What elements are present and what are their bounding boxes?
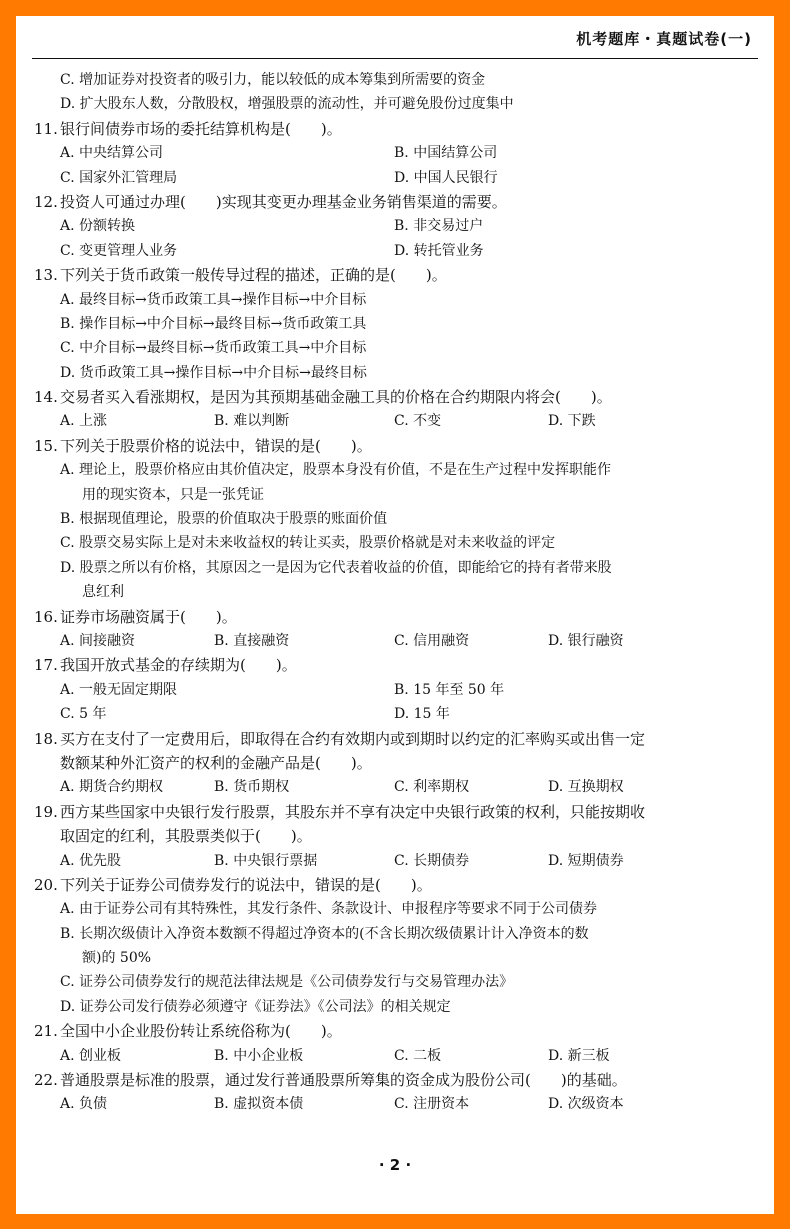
question-stem: [34, 653, 760, 677]
answer-option: A. 由于证券公司有其特殊性，其发行条件、条款设计、申报程序等要求不同于公司债券: [60, 901, 598, 918]
question-text: 数额某种外汇资产的权利的金融产品是( )。: [60, 753, 372, 772]
page-header-title: 机考题库・真题试卷(一): [576, 30, 752, 48]
answer-option-continuation: 息红利: [82, 584, 124, 601]
answer-option: A. 期货合约期权: [60, 779, 164, 796]
question-stem: [34, 434, 760, 458]
answer-option: B. 操作目标→中介目标→最终目标→货币政策工具: [60, 315, 367, 332]
answer-option: B. 长期次级债计入净资本数额不得超过净资本的(不含长期次级债累计计入净资本的数: [60, 925, 589, 942]
answer-option: D. 中国人民银行: [394, 169, 498, 186]
answer-option-continuation: 用的现实资本，只是一张凭证: [82, 486, 264, 503]
answer-option: B. 中国结算公司: [394, 145, 498, 162]
question-number: 21.: [34, 1022, 58, 1041]
option-row: [34, 1044, 760, 1068]
answer-option: B. 中央银行票据: [214, 852, 318, 869]
answer-option: A. 创业板: [60, 1047, 122, 1064]
answer-option: B. 15 年至 50 年: [394, 681, 505, 698]
answer-option: A. 上涨: [60, 413, 108, 430]
answer-option: D. 证券公司发行债券必须遵守《证券法》《公司法》的相关规定: [60, 998, 451, 1015]
answer-option-continuation: 额)的 50%: [82, 950, 152, 967]
answer-option: D. 15 年: [394, 706, 450, 723]
answer-option: C. 利率期权: [394, 779, 470, 796]
option-row: [34, 849, 760, 873]
answer-option: A. 最终目标→货币政策工具→操作目标→中介目标: [60, 291, 367, 308]
question-stem: [34, 751, 760, 775]
question-stem: [34, 824, 760, 848]
answer-option: B. 虚拟资本债: [214, 1096, 304, 1113]
question-text: 投资人可通过办理( )实现其变更办理基金业务销售渠道的需要。: [60, 192, 507, 211]
question-stem: [34, 800, 760, 824]
question-number: 19.: [34, 802, 58, 821]
question-stem: [34, 117, 760, 141]
answer-option: D. 短期债券: [548, 852, 624, 869]
answer-option: B. 直接融资: [214, 632, 290, 649]
answer-option: A. 份额转换: [60, 218, 136, 235]
question-stem: [34, 263, 760, 287]
exam-page: [16, 16, 774, 1214]
answer-option: A. 一般无固定期限: [60, 681, 178, 698]
answer-option: C. 不变: [394, 413, 442, 430]
answer-option: D. 股票之所以有价格，其原因之一是因为它代表着收益的价值，即能给它的持有者带来股: [60, 559, 612, 576]
option-row: [34, 141, 760, 165]
question-stem: [34, 873, 760, 897]
carryover-option: C. 增加证券对投资者的吸引力，能以较低的成本筹集到所需要的资金: [60, 72, 486, 88]
answer-option: D. 新三板: [548, 1047, 610, 1064]
answer-option: A. 理论上，股票价格应由其价值决定，股票本身没有价值，不是在生产过程中发挥职能作: [60, 462, 612, 479]
answer-option: D. 货币政策工具→操作目标→中介目标→最终目标: [60, 364, 367, 381]
question-number: 20.: [34, 875, 58, 894]
answer-option: C. 证券公司债券发行的规范法律法规是《公司债券发行与交易管理办法》: [60, 974, 514, 991]
question-number: 14.: [34, 388, 58, 407]
page-number: · 2 ·: [378, 1156, 412, 1174]
answer-option: A. 负债: [60, 1096, 108, 1113]
answer-option: C. 长期债券: [394, 852, 470, 869]
answer-option: B. 非交易过户: [394, 218, 484, 235]
answer-option: C. 股票交易实际上是对未来收益权的转让买卖，股票价格就是对未来收益的评定: [60, 535, 556, 552]
carryover-option: D. 扩大股东人数，分散股权，增强股票的流动性，并可避免股份过度集中: [60, 96, 514, 113]
question-text: 取固定的红利，其股票类似于( )。: [60, 827, 312, 846]
question-number: 22.: [34, 1071, 58, 1090]
question-stem: [34, 727, 760, 751]
question-stem: [34, 1068, 760, 1092]
question-stem: [34, 1019, 760, 1043]
question-text: 全国中小企业股份转让系统俗称为( )。: [60, 1022, 342, 1041]
question-stem: [34, 385, 760, 409]
question-text: 西方某些国家中央银行发行股票，其股东并不享有决定中央银行政策的权利，只能按期收: [60, 802, 646, 821]
question-number: 15.: [34, 436, 58, 455]
header-divider: [32, 58, 758, 59]
option-row: [34, 775, 760, 799]
answer-option: B. 中小企业板: [214, 1047, 304, 1064]
answer-option: C. 注册资本: [394, 1096, 470, 1113]
question-list: [34, 68, 760, 1117]
question-number: 18.: [34, 729, 58, 748]
question-text: 买方在支付了一定费用后，即取得在合约有效期内或到期时以约定的汇率购买或出售一定: [60, 729, 646, 748]
option-row: [34, 409, 760, 433]
answer-option: C. 5 年: [60, 706, 107, 723]
option-row: [34, 1092, 760, 1116]
question-stem: [34, 190, 760, 214]
option-row: [34, 702, 760, 726]
answer-option: C. 二板: [394, 1047, 442, 1064]
answer-option: A. 优先股: [60, 852, 122, 869]
answer-option: D. 互换期权: [548, 779, 624, 796]
question-number: 13.: [34, 266, 58, 285]
answer-option: A. 间接融资: [60, 632, 136, 649]
answer-option: B. 根据现值理论，股票的价值取决于股票的账面价值: [60, 511, 388, 528]
answer-option: C. 国家外汇管理局: [60, 169, 178, 186]
option-row: [34, 239, 760, 263]
answer-option: C. 变更管理人业务: [60, 242, 178, 259]
option-row: [34, 629, 760, 653]
option-row: [34, 214, 760, 238]
answer-option: B. 难以判断: [214, 413, 290, 430]
question-text: 我国开放式基金的存续期为( )。: [60, 656, 297, 675]
answer-option: D. 转托管业务: [394, 242, 484, 259]
answer-option: D. 次级资本: [548, 1096, 624, 1113]
question-text: 下列关于证券公司债券发行的说法中，错误的是( )。: [60, 875, 432, 894]
option-row: [34, 678, 760, 702]
question-text: 证券市场融资属于( )。: [60, 607, 237, 626]
question-number: 16.: [34, 607, 58, 626]
question-text: 下列关于货币政策一般传导过程的描述，正确的是( )。: [60, 266, 447, 285]
answer-option: B. 货币期权: [214, 779, 290, 796]
answer-option: C. 信用融资: [394, 632, 470, 649]
question-text: 下列关于股票价格的说法中，错误的是( )。: [60, 436, 372, 455]
answer-option: D. 银行融资: [548, 632, 624, 649]
question-text: 银行间债券市场的委托结算机构是( )。: [60, 119, 342, 138]
question-number: 12.: [34, 192, 58, 211]
answer-option: A. 中央结算公司: [60, 145, 164, 162]
answer-option: C. 中介目标→最终目标→货币政策工具→中介目标: [60, 340, 367, 357]
answer-option: D. 下跌: [548, 413, 596, 430]
question-text: 交易者买入看涨期权，是因为其预期基础金融工具的价格在合约期限内将会( )。: [60, 388, 612, 407]
question-number: 11.: [34, 119, 58, 138]
question-stem: [34, 605, 760, 629]
option-row: [34, 166, 760, 190]
question-text: 普通股票是标准的股票，通过发行普通股票所筹集的资金成为股份公司( )的基础。: [60, 1071, 627, 1090]
question-number: 17.: [34, 656, 58, 675]
